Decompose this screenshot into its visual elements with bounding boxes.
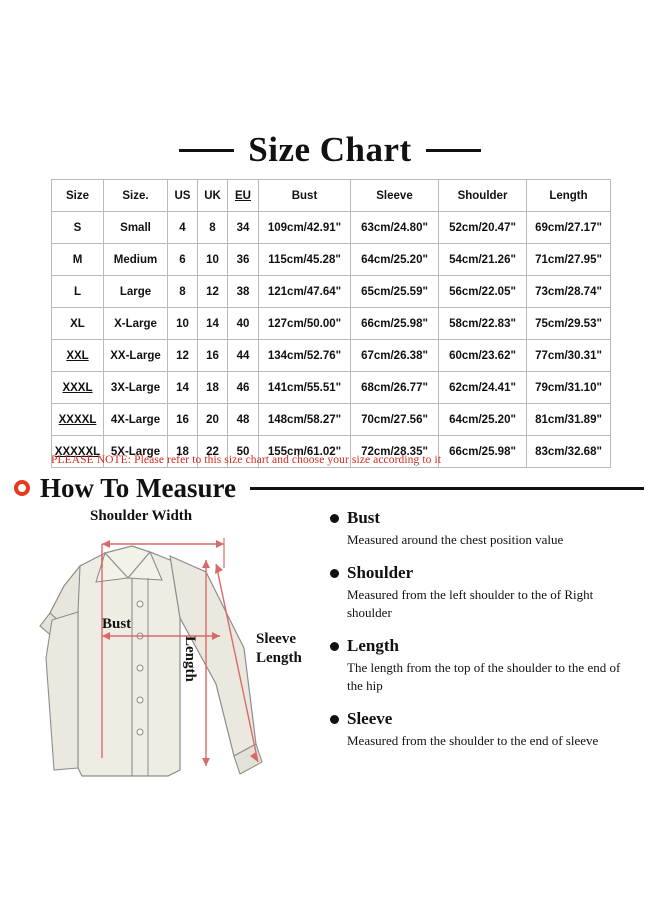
definition-bust-head xyxy=(330,508,642,528)
cell-us: 6 xyxy=(168,244,198,276)
cell-size: L xyxy=(52,276,104,308)
size-chart-title-row xyxy=(0,124,660,176)
table-row xyxy=(52,404,611,436)
title-rule-left xyxy=(179,149,234,152)
cell-size2: 3X-Large xyxy=(104,372,168,404)
cell-bust: 115cm/45.28" xyxy=(259,244,351,276)
cell-size: XXL xyxy=(52,340,104,372)
label-sleeve-length xyxy=(256,630,326,668)
cell-size2: X-Large xyxy=(104,308,168,340)
cell-bust: 148cm/58.27" xyxy=(259,404,351,436)
cell-size: M xyxy=(52,244,104,276)
cell-eu: 46 xyxy=(228,372,259,404)
cell-sleeve: 68cm/26.77" xyxy=(351,372,439,404)
definition-text: Measured from the shoulder to the end of sleeve xyxy=(347,733,599,748)
cell-eu: 50 xyxy=(228,436,259,468)
cell-uk: 14 xyxy=(198,308,228,340)
cell-size: XXXL xyxy=(52,372,104,404)
cell-size2: 4X-Large xyxy=(104,404,168,436)
cell-uk: 8 xyxy=(198,212,228,244)
shirt-illustration xyxy=(20,508,330,828)
cell-bust: 155cm/61.02" xyxy=(259,436,351,468)
definition-text: Measured around the chest position value xyxy=(347,532,564,547)
label-shoulder-width: Shoulder Width xyxy=(90,508,193,524)
table-header-row xyxy=(52,180,611,212)
table-row xyxy=(52,372,611,404)
cell-size2: Medium xyxy=(104,244,168,276)
bullet-dot-icon xyxy=(330,715,339,724)
definition-bust xyxy=(330,508,642,549)
how-to-measure-title: How To Measure xyxy=(40,472,237,503)
cell-uk: 10 xyxy=(198,244,228,276)
table-row xyxy=(52,308,611,340)
definition-text: The length from the top of the shoulder to the end of the hip xyxy=(347,660,621,693)
cell-shoulder: 54cm/21.26" xyxy=(439,244,527,276)
cell-size2: Small xyxy=(104,212,168,244)
cell-eu: 34 xyxy=(228,212,259,244)
cell-eu: 44 xyxy=(228,340,259,372)
cell-us: 12 xyxy=(168,340,198,372)
cell-uk: 22 xyxy=(198,436,228,468)
table-row xyxy=(52,244,611,276)
cell-sleeve: 64cm/25.20" xyxy=(351,244,439,276)
definition-title: Bust xyxy=(347,508,381,527)
cell-us: 18 xyxy=(168,436,198,468)
cell-us: 4 xyxy=(168,212,198,244)
definition-shoulder xyxy=(330,563,642,622)
bullet-dot-icon xyxy=(330,514,339,523)
please-note-text: PLEASE NOTE: Please refer to this size chart and choose your size according to it xyxy=(51,454,442,466)
cell-us: 16 xyxy=(168,404,198,436)
column-header-eu: EU xyxy=(228,180,259,212)
cell-length: 73cm/28.74" xyxy=(527,276,611,308)
column-header-size2: Size. xyxy=(104,180,168,212)
cell-size2: 5X-Large xyxy=(104,436,168,468)
cell-size: S xyxy=(52,212,104,244)
how-to-measure-rule xyxy=(250,487,644,490)
cell-size2: XX-Large xyxy=(104,340,168,372)
cell-sleeve: 63cm/24.80" xyxy=(351,212,439,244)
cell-bust: 127cm/50.00" xyxy=(259,308,351,340)
bullet-dot-icon xyxy=(330,642,339,651)
cell-eu: 36 xyxy=(228,244,259,276)
cell-bust: 109cm/42.91" xyxy=(259,212,351,244)
definition-shoulder-head xyxy=(330,563,642,583)
column-header-sleeve: Sleeve xyxy=(351,180,439,212)
garment-diagram xyxy=(20,508,330,828)
column-header-size: Size xyxy=(52,180,104,212)
cell-shoulder: 52cm/20.47" xyxy=(439,212,527,244)
size-table xyxy=(51,179,611,468)
measurement-definitions xyxy=(330,508,642,764)
cell-uk: 12 xyxy=(198,276,228,308)
page-title: Size Chart xyxy=(248,130,412,169)
definition-length xyxy=(330,636,642,695)
cell-bust: 141cm/55.51" xyxy=(259,372,351,404)
cell-uk: 18 xyxy=(198,372,228,404)
table-row xyxy=(52,276,611,308)
cell-length: 69cm/27.17" xyxy=(527,212,611,244)
cell-length: 77cm/30.31" xyxy=(527,340,611,372)
cell-size: XXXXXL xyxy=(52,436,104,468)
table-row xyxy=(52,212,611,244)
definition-sleeve-head xyxy=(330,709,642,729)
cell-size2: Large xyxy=(104,276,168,308)
cell-us: 8 xyxy=(168,276,198,308)
cell-length: 83cm/32.68" xyxy=(527,436,611,468)
column-header-length: Length xyxy=(527,180,611,212)
cell-sleeve: 70cm/27.56" xyxy=(351,404,439,436)
label-bust: Bust xyxy=(102,616,132,632)
cell-sleeve: 66cm/25.98" xyxy=(351,308,439,340)
column-header-uk: UK xyxy=(198,180,228,212)
ring-bullet-icon xyxy=(14,480,30,496)
title-rule-right xyxy=(426,149,481,152)
cell-sleeve: 72cm/28.35" xyxy=(351,436,439,468)
cell-size: XXXXL xyxy=(52,404,104,436)
cell-shoulder: 62cm/24.41" xyxy=(439,372,527,404)
cell-shoulder: 60cm/23.62" xyxy=(439,340,527,372)
cell-bust: 134cm/52.76" xyxy=(259,340,351,372)
definition-title: Shoulder xyxy=(347,563,414,582)
column-header-bust: Bust xyxy=(259,180,351,212)
cell-eu: 40 xyxy=(228,308,259,340)
cell-length: 81cm/31.89" xyxy=(527,404,611,436)
cell-length: 75cm/29.53" xyxy=(527,308,611,340)
cell-sleeve: 67cm/26.38" xyxy=(351,340,439,372)
cell-sleeve: 65cm/25.59" xyxy=(351,276,439,308)
cell-shoulder: 66cm/25.98" xyxy=(439,436,527,468)
cell-size: XL xyxy=(52,308,104,340)
cell-uk: 20 xyxy=(198,404,228,436)
cell-eu: 48 xyxy=(228,404,259,436)
cell-bust: 121cm/47.64" xyxy=(259,276,351,308)
how-to-measure-header xyxy=(14,470,654,506)
definition-title: Length xyxy=(347,636,399,655)
definition-title: Sleeve xyxy=(347,709,393,728)
column-header-us: US xyxy=(168,180,198,212)
cell-shoulder: 58cm/22.83" xyxy=(439,308,527,340)
definition-text: Measured from the left shoulder to the of Right shoulder xyxy=(347,587,594,620)
cell-length: 79cm/31.10" xyxy=(527,372,611,404)
cell-shoulder: 56cm/22.05" xyxy=(439,276,527,308)
cell-uk: 16 xyxy=(198,340,228,372)
size-table-wrapper xyxy=(51,179,610,468)
column-header-shoulder: Shoulder xyxy=(439,180,527,212)
bullet-dot-icon xyxy=(330,569,339,578)
cell-us: 14 xyxy=(168,372,198,404)
table-row xyxy=(52,340,611,372)
label-length: Length xyxy=(182,636,198,682)
label-sleeve-length-line2: Length xyxy=(256,650,302,666)
cell-shoulder: 64cm/25.20" xyxy=(439,404,527,436)
definition-length-head xyxy=(330,636,642,656)
label-sleeve-length-line1: Sleeve xyxy=(256,631,296,647)
definition-sleeve xyxy=(330,709,642,750)
cell-length: 71cm/27.95" xyxy=(527,244,611,276)
cell-eu: 38 xyxy=(228,276,259,308)
cell-us: 10 xyxy=(168,308,198,340)
